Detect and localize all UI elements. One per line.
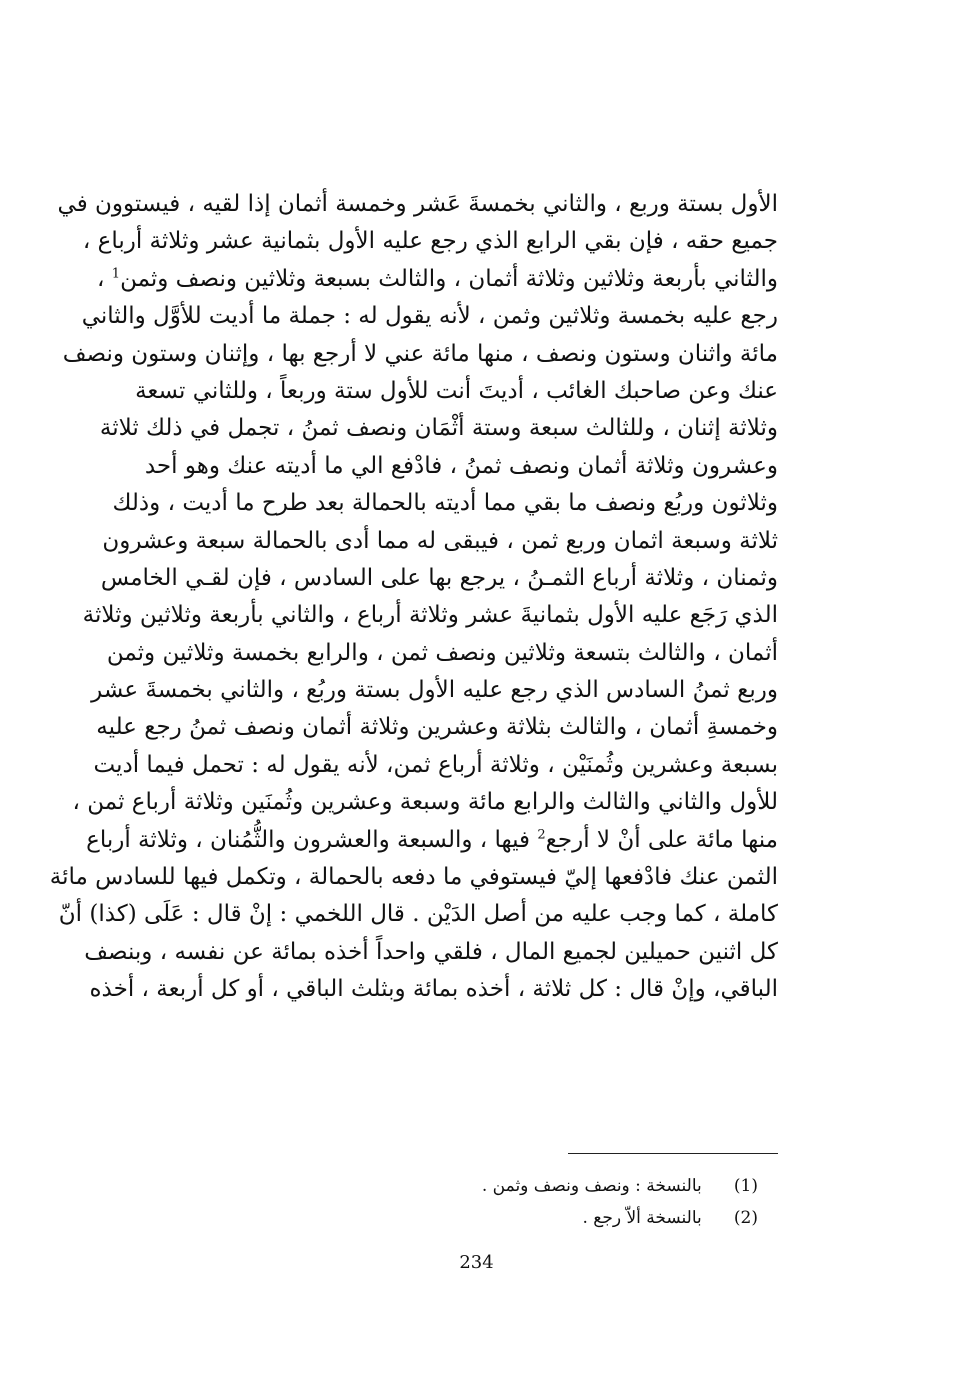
line-text: كل اثنين حميلين لجميع المال ، فلقي واحداً أخذه بمائة عن نفسه ، وبنصف (84, 938, 778, 965)
footnote-number: (1) (733, 1176, 758, 1196)
text-line (100, 373, 778, 410)
line-text: أثمان ، والثالث بتسعة وثلاثين ونصف ثمن ، والرابع بخمسة وثلاثين وثمن (106, 639, 778, 666)
footnote-text: بالنسخة : ونصف ونصف وثمن . (481, 1176, 702, 1196)
text-line (100, 523, 778, 560)
text-line (96, 709, 778, 746)
footnote-text: بالنسخة ألاّ رجع . (582, 1208, 702, 1228)
line-text: منها مائة على أنْ لا أرجع (545, 826, 778, 853)
line-text: الباقي، وإنْ قال : كل ثلاثة ، أخذه بمائة وبثلث الباقي ، أو كل أربعة ، أخذه (89, 976, 778, 1003)
line-text: مائة واثنان وستون ونصف ، منها مائة عني لا أرجع بها ، وإثنان وستون ونصف (62, 340, 778, 367)
line-text: كاملة ، كما وجب عليه من أصل الدَيْن . قال اللخمي : إنْ قال : عَلَى (كذا) أنّ (58, 901, 778, 928)
footnote-marker: 1 (111, 266, 121, 282)
line-text: ثلاثة وسبعة اثمان وربع ثمن ، فيبقى له مما أدى بالحمالة سبعة وعشرون (102, 527, 778, 554)
line-text: رجع عليه بخمسة وثلاثين وثمن ، لأنه يقول له : جملة ما أديت للأوَّل والثاني (81, 303, 778, 330)
line-text: وخمسةِ أثمان ، والثالث بثلاثة وعشرين وثلاثة أثمان ونصف ثمنُ رجع عليه (96, 714, 778, 741)
footnote-number: (2) (733, 1208, 758, 1228)
text-line (100, 410, 778, 447)
line-text: وثلاثة إثنان ، وللثالث سبعة وستة أثْمَان ونصف ثمنُ ، تجمل في ذلك ثلاثة (99, 415, 778, 442)
line-text: جميع حقه ، فإن بقي الرابع الذي رجع عليه الأول بثمانية عشر وثلاثة أرباع ، (82, 228, 778, 255)
line-text: الذي رَجَع عليه الأول بثمانيةَ عشر وثلاثة أرباع ، والثاني بأربعة وثلاثين وثلاثة (82, 602, 778, 629)
text-line (82, 597, 778, 634)
text-line (81, 298, 778, 335)
text-line (93, 747, 778, 784)
page-number: 234 (459, 1252, 494, 1273)
line-text: الثمن عنك فادْفعها إليّ فيستوفي ما دفعه بالحمالة ، وتكمل فيها للسادس مائة (49, 864, 778, 891)
main-text (49, 186, 778, 1009)
text-line (100, 635, 778, 672)
footnote (300, 1170, 758, 1202)
line-text: للأول والثاني والثالث والرابع مائة وسبعة وعشرين وثُمنَين وثلاثة أرباع ثمن ، (72, 789, 778, 816)
text-line (86, 822, 778, 859)
footnote (300, 1202, 758, 1234)
line-text-tail: فيها ، والسبعة والعشرون والثُّمُنان ، وثلاثة أرباع (86, 826, 538, 853)
line-text: بسبعة وعشرين وثُمنَيْن ، وثلاثة أرباع ثمن، لأنه يقول له : تحمل فيما أديت (93, 751, 778, 778)
line-text: الأول بستة وربع ، والثاني بخمسةَ عَشر وخمسة أثمان إذا لقيه ، فيستوون في (57, 191, 778, 217)
text-line (89, 971, 778, 1008)
footnote-marker: 2 (537, 826, 546, 842)
line-text: عنك وعن صاحبك الغائب ، أديتَ أنت للأول ستة وربعاً ، وللثاني تسعة (135, 377, 778, 404)
text-line (100, 448, 778, 485)
line-text: والثاني بأربعة وثلاثين وثلاثة أثمان ، والثالث بسبعة وثلاثين ونصف وثمن (120, 265, 778, 292)
text-line (49, 859, 778, 896)
text-line (82, 223, 778, 260)
text-line (57, 186, 778, 223)
footnote-divider (568, 1153, 778, 1154)
line-text: وثلاثون وربُع ونصف ما بقي مما أديته بالحمالة بعد طرح ما أديت ، وذلك (112, 490, 778, 517)
text-line (100, 560, 778, 597)
footnotes (300, 1170, 758, 1234)
line-text: وثمنان ، وثلاثة أرباع الثمـنُ ، يرجع بها على السادس ، فإن لقـي الخامس (100, 564, 778, 591)
line-text: وعشرون وثلاثة أثمان ونصف ثمنُ ، فادْفع الي ما أديته عنك وهو أحد (144, 452, 778, 479)
text-line (91, 672, 778, 709)
text-line (100, 485, 778, 522)
line-text-tail: ، (97, 265, 112, 292)
text-line (97, 261, 778, 298)
line-text: وربع ثمنُ السادس الذي رجع عليه الأول بستة وربُع ، والثاني بخمسةَ عشر (91, 677, 778, 704)
text-line (58, 896, 778, 933)
text-line (84, 934, 778, 971)
text-line (62, 336, 778, 373)
text-line (72, 784, 778, 821)
